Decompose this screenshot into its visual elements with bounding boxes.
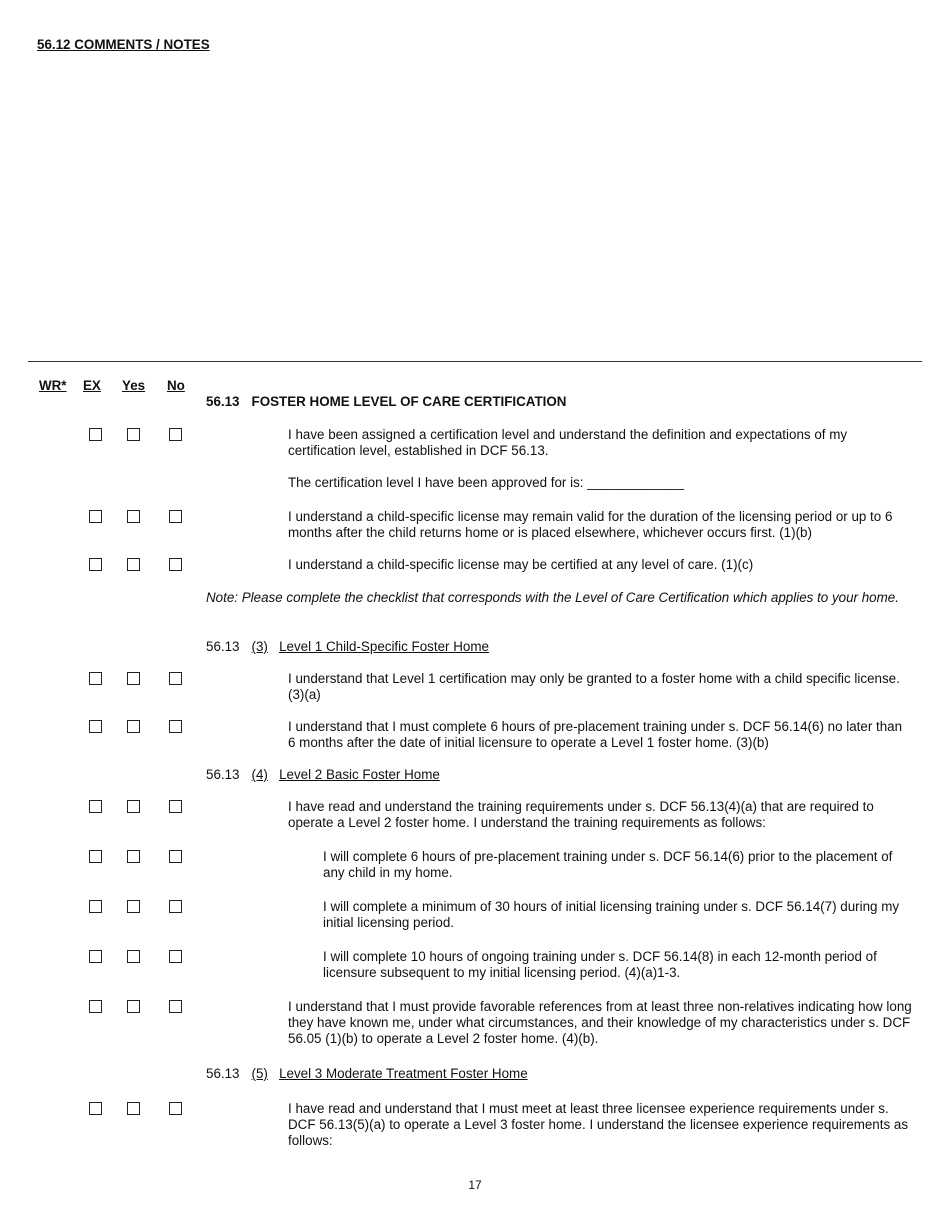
checkbox-ex[interactable] [89,900,102,913]
subsection-title: Level 1 Child-Specific Foster Home [279,639,489,654]
checkbox-no[interactable] [169,510,182,523]
checkbox-ex[interactable] [89,950,102,963]
column-header-yes: Yes [122,378,146,393]
checklist-subitem-text: I will complete 10 hours of ongoing training under s. DCF 56.14(8) in each 12-month period of licensure subsequent to my initial licensing period. (4)(a)1-3. [323,949,877,980]
checkbox-ex[interactable] [89,1000,102,1013]
checkbox-no[interactable] [169,720,182,733]
checkbox-yes[interactable] [127,428,140,441]
subsection-code: 56.13 [206,1066,240,1081]
checklist-item-text: I understand that I must complete 6 hours of pre-placement training under s. DCF 56.14(6) no later than 6 months after the date of initial licensure to operate a Level 1 foster home. (3)(b) [288,719,903,750]
section-number: 56.13 [206,394,240,409]
checkbox-no[interactable] [169,428,182,441]
column-header-no: No [167,378,185,393]
checklist-item-text: I have read and understand the training requirements under s. DCF 56.13(4)(a) that are required to operate a Level 2 foster home. I understand the training requirements as follows: [288,799,874,830]
checkbox-no[interactable] [169,558,182,571]
checkbox-yes[interactable] [127,800,140,813]
checklist-item-text: I have been assigned a certification level and understand the definition and expectations of my certification level, established in DCF 56.13. [288,427,848,458]
checkbox-no[interactable] [169,900,182,913]
checkbox-yes[interactable] [127,510,140,523]
checklist-item-text: I have read and understand that I must meet at least three licensee experience requirements under s. DCF 56.13(5)(a) to operate a Level 3 foster home. I understand the licensee experience requirements as follows: [288,1101,909,1148]
certification-level-line: The certification level I have been approved for is: _____________ [288,475,685,490]
subsection-code: 56.13 [206,639,240,654]
subsection-title: Level 3 Moderate Treatment Foster Home [279,1066,528,1081]
subsection-heading-level-3 [206,1066,528,1082]
checkbox-yes[interactable] [127,1000,140,1013]
checkbox-ex[interactable] [89,800,102,813]
checkbox-no[interactable] [169,800,182,813]
column-header-ex: EX [83,378,101,393]
subsection-heading-level-2 [206,767,440,783]
checkbox-ex[interactable] [89,558,102,571]
column-header-wr: WR* [39,378,67,393]
checkbox-yes[interactable] [127,720,140,733]
checkbox-yes[interactable] [127,1102,140,1115]
checklist-item-text: I understand a child-specific license may be certified at any level of care. (1)(c) [288,557,754,572]
checkbox-yes[interactable] [127,672,140,685]
checkbox-ex[interactable] [89,720,102,733]
checklist-subitem-text: I will complete 6 hours of pre-placement training under s. DCF 56.14(6) prior to the placement of any child in my home. [323,849,893,880]
checkbox-yes[interactable] [127,950,140,963]
checkbox-yes[interactable] [127,900,140,913]
checkbox-ex[interactable] [89,510,102,523]
checkbox-ex[interactable] [89,1102,102,1115]
subsection-number: (4) [251,767,268,782]
checkbox-no[interactable] [169,950,182,963]
subsection-heading-level-1 [206,639,489,655]
checkbox-ex[interactable] [89,428,102,441]
section-title: FOSTER HOME LEVEL OF CARE CERTIFICATION [251,394,567,409]
checkbox-no[interactable] [169,1000,182,1013]
instruction-note: Note: Please complete the checklist that corresponds with the Level of Care Certification which applies to your home. [206,590,899,605]
checklist-subitem-text: I will complete a minimum of 30 hours of initial licensing training under s. DCF 56.14(7) during my initial licensing period. [323,899,900,930]
checkbox-no[interactable] [169,672,182,685]
checklist-item-text: I understand a child-specific license may remain valid for the duration of the licensing period or up to 6 months after the child returns home or is placed elsewhere, whichever occurs first. (1)(b) [288,509,893,540]
checkbox-ex[interactable] [89,672,102,685]
section-divider [28,361,922,362]
checklist-item-text: I understand that Level 1 certification may only be granted to a foster home with a child specific license. (3)(a) [288,671,900,702]
checkbox-no[interactable] [169,1102,182,1115]
subsection-number: (5) [251,1066,268,1081]
checkbox-yes[interactable] [127,850,140,863]
checklist-item-text: I understand that I must provide favorable references from at least three non-relatives indicating how long they have known me, under what circumstances, and their knowledge of my characteristics under s. DCF 56.05 (1)(b) to operate a Level 2 foster home. (4)(b). [288,999,912,1046]
subsection-title: Level 2 Basic Foster Home [279,767,440,782]
section-heading [206,394,566,409]
checkbox-yes[interactable] [127,558,140,571]
subsection-code: 56.13 [206,767,240,782]
checkbox-ex[interactable] [89,850,102,863]
page-number: 17 [468,1178,482,1192]
checkbox-no[interactable] [169,850,182,863]
subsection-number: (3) [251,639,268,654]
comments-notes-title: 56.12 COMMENTS / NOTES [37,37,210,52]
comments-notes-area[interactable] [28,60,922,350]
